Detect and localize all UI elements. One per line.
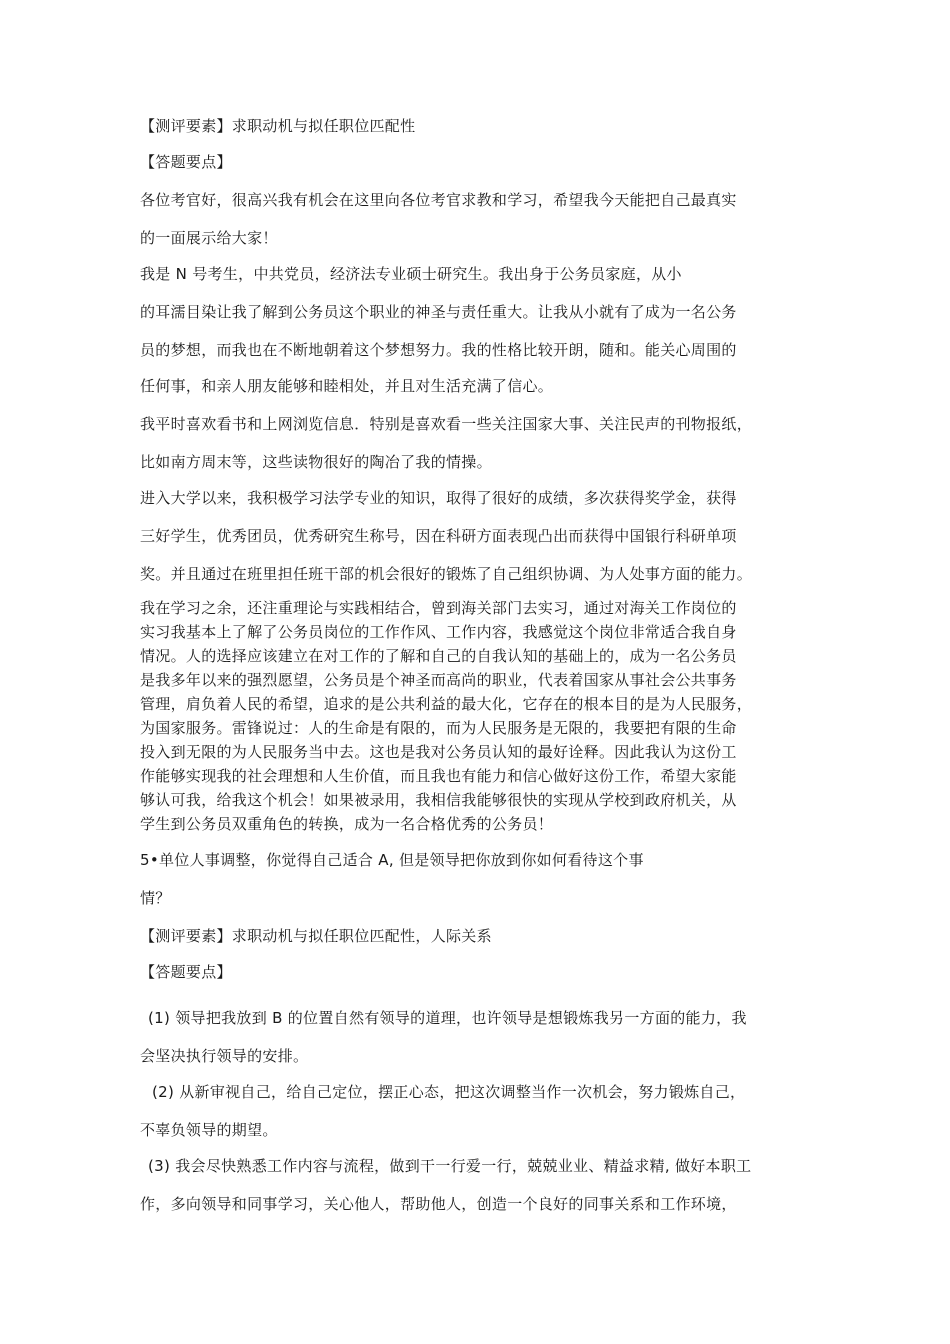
- body-line: 为国家服务。雷锋说过：人的生命是有限的，而为人民服务是无限的，我要把有限的生命: [140, 719, 737, 737]
- body-line: 情况。人的选择应该建立在对工作的了解和自己的自我认知的基础上的，成为一名公务员: [140, 647, 737, 665]
- body-line: 实习我基本上了解了公务员岗位的工作作风、工作内容，我感觉这个岗位非常适合我自身: [140, 623, 737, 641]
- question-title-line: 5•单位人事调整，你觉得自己适合 A, 但是领导把你放到你如何看待这个事: [140, 851, 644, 869]
- evaluation-factor-heading: 【测评要素】求职动机与拟任职位匹配性，人际关系: [140, 927, 492, 945]
- body-line: 我是 N 号考生，中共党员，经济法专业硕士研究生。我出身于公务员家庭，从小: [140, 265, 682, 283]
- body-line: 任何事，和亲人朋友能够和睦相处，并且对生活充满了信心。: [140, 377, 554, 395]
- answer-point-3: (3) 我会尽快熟悉工作内容与流程，做到干一行爱一行，兢兢业业、精益求精, 做好本职工: [148, 1157, 752, 1175]
- body-line: 学生到公务员双重角色的转换，成为一名合格优秀的公务员！: [140, 815, 554, 833]
- evaluation-factor-heading: 【测评要素】求职动机与拟任职位匹配性: [140, 117, 416, 135]
- body-line: 是我多年以来的强烈愿望，公务员是个神圣而高尚的职业，代表着国家从事社会公共事务: [140, 671, 737, 689]
- body-line: 管理，肩负着人民的希望，追求的是公共利益的最大化，它存在的根本目的是为人民服务，: [140, 695, 753, 713]
- body-line: 员的梦想，而我也在不断地朝着这个梦想努力。我的性格比较开朗，随和。能关心周围的: [140, 341, 737, 359]
- body-line: 各位考官好，很高兴我有机会在这里向各位考官求教和学习，希望我今天能把自己最真实: [140, 191, 737, 209]
- answer-points-heading: 【答题要点】: [140, 153, 232, 171]
- answer-point-3-cont: 作，多向领导和同事学习，关心他人，帮助他人，创造一个良好的同事关系和工作环境，: [140, 1195, 737, 1213]
- body-line: 够认可我，给我这个机会！如果被录用，我相信我能够很快的实现从学校到政府机关，从: [140, 791, 737, 809]
- answer-point-2: (2) 从新审视自己，给自己定位，摆正心态，把这次调整当作一次机会，努力锻炼自己，: [152, 1083, 746, 1101]
- answer-points-heading: 【答题要点】: [140, 963, 232, 981]
- answer-point-2-cont: 不辜负领导的期望。: [140, 1121, 278, 1139]
- body-line: 投入到无限的为人民服务当中去。这也是我对公务员认知的最好诠释。因此我认为这份工: [140, 743, 737, 761]
- body-line: 奖。并且通过在班里担任班干部的机会很好的锻炼了自己组织协调、为人处事方面的能力。: [140, 565, 753, 583]
- body-line: 的耳濡目染让我了解到公务员这个职业的神圣与责任重大。让我从小就有了成为一名公务: [140, 303, 737, 321]
- body-line: 我在学习之余，还注重理论与实践相结合，曾到海关部门去实习，通过对海关工作岗位的: [140, 599, 737, 617]
- body-line: 比如南方周末等，这些读物很好的陶冶了我的情操。: [140, 453, 492, 471]
- body-line: 我平时喜欢看书和上网浏览信息．特别是喜欢看一些关注国家大事、关注民声的刊物报纸，: [140, 415, 753, 433]
- answer-point-1-cont: 会坚决执行领导的安排。: [140, 1047, 309, 1065]
- body-line: 进入大学以来，我积极学习法学专业的知识，取得了很好的成绩，多次获得奖学金，获得: [140, 489, 737, 507]
- body-line: 作能够实现我的社会理想和人生价值，而且我也有能力和信心做好这份工作，希望大家能: [140, 767, 737, 785]
- body-line: 三好学生，优秀团员，优秀研究生称号，因在科研方面表现凸出而获得中国银行科研单项: [140, 527, 737, 545]
- answer-point-1: (1) 领导把我放到 B 的位置自然有领导的道理，也许领导是想锻炼我另一方面的能力，我: [148, 1009, 747, 1027]
- body-line: 的一面展示给大家！: [140, 229, 278, 247]
- question-title-line: 情？: [140, 889, 171, 907]
